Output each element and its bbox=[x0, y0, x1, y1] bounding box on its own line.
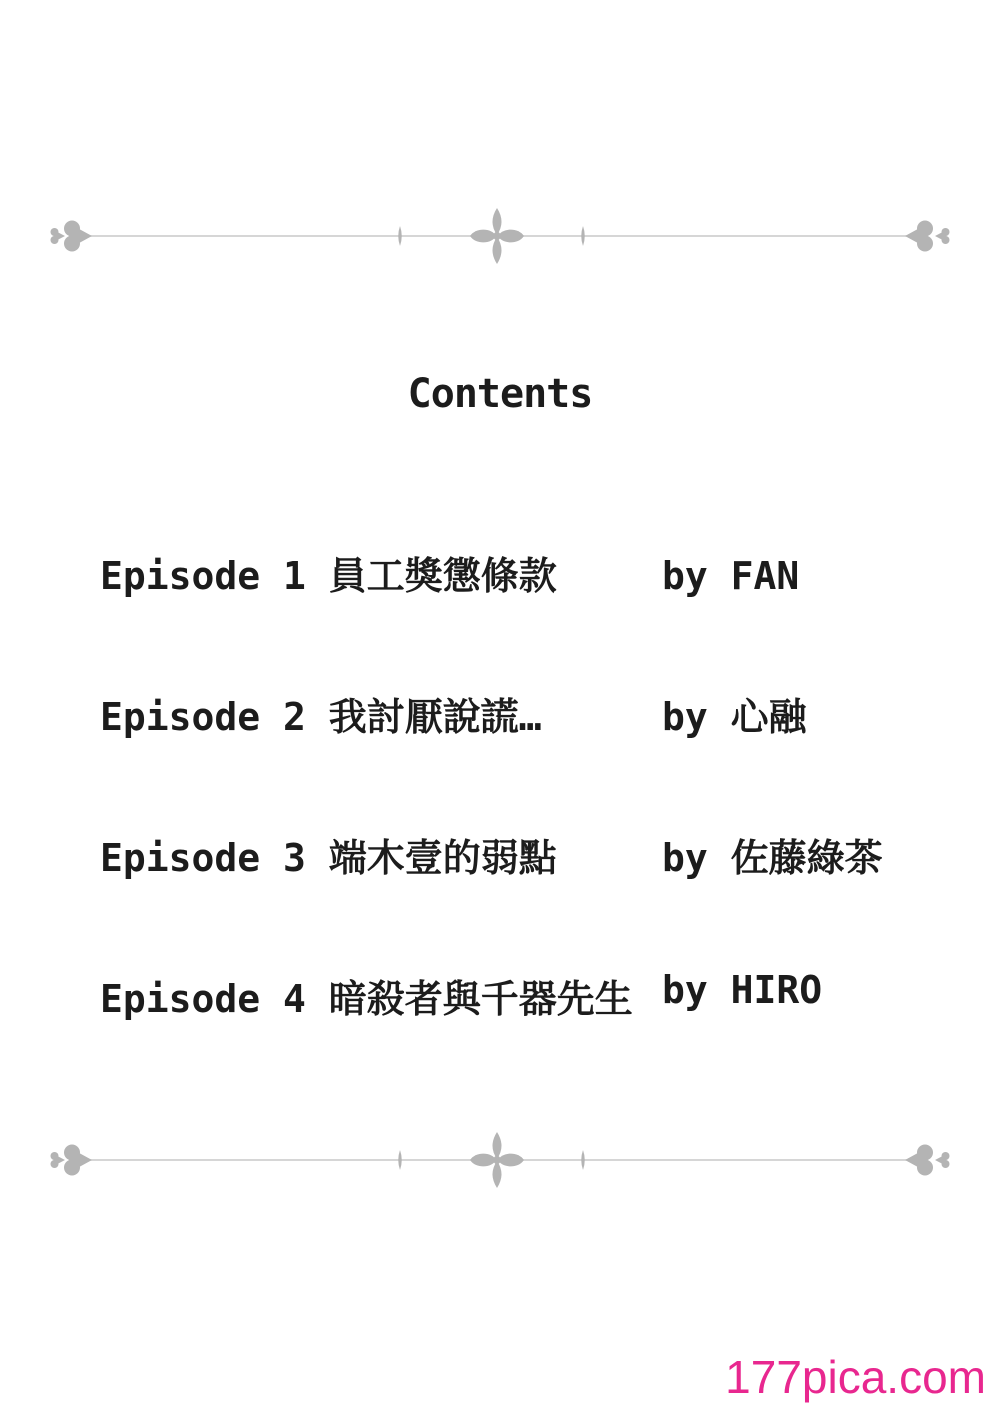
heart-ornament-left-small bbox=[51, 228, 66, 244]
four-petal-center-ornament bbox=[470, 1132, 524, 1188]
heart-ornament-left-large bbox=[64, 221, 92, 252]
toc-entry bbox=[0, 552, 1000, 600]
episode-title: Episode 1 員工獎懲條款 bbox=[100, 554, 557, 598]
flourish-divider-top bbox=[40, 207, 960, 265]
lens-accent-left bbox=[398, 1150, 402, 1170]
toc-entry bbox=[0, 693, 1000, 741]
four-petal-center-ornament bbox=[470, 208, 524, 264]
heart-ornament-left-small bbox=[51, 1152, 66, 1168]
episode-author: by 佐藤綠茶 bbox=[662, 836, 883, 880]
toc-entry bbox=[0, 968, 1000, 1023]
flourish-divider-icon bbox=[40, 1131, 960, 1189]
heart-ornament-left-large bbox=[64, 1145, 92, 1176]
watermark-text: 177pica.com bbox=[725, 1351, 986, 1403]
heart-ornament-right-small bbox=[935, 1152, 950, 1168]
episode-title: Episode 2 我討厭說謊… bbox=[100, 695, 542, 739]
page-title: Contents bbox=[407, 371, 593, 417]
episode-title: Episode 3 端木壹的弱點 bbox=[100, 836, 557, 880]
lens-accent-right bbox=[581, 1150, 585, 1170]
heart-ornament-right-large bbox=[905, 221, 933, 252]
episode-author: by HIRO bbox=[662, 968, 823, 1012]
lens-accent-right bbox=[581, 226, 585, 246]
toc-entry bbox=[0, 834, 1000, 882]
episode-title: Episode 4 暗殺者與千器先生 bbox=[100, 977, 633, 1021]
flourish-divider-icon bbox=[40, 207, 960, 265]
heart-ornament-right-large bbox=[905, 1145, 933, 1176]
episode-author: by 心融 bbox=[662, 695, 807, 739]
heart-ornament-right-small bbox=[935, 228, 950, 244]
lens-accent-left bbox=[398, 226, 402, 246]
episode-author: by FAN bbox=[662, 554, 800, 598]
flourish-divider-bottom bbox=[40, 1131, 960, 1189]
